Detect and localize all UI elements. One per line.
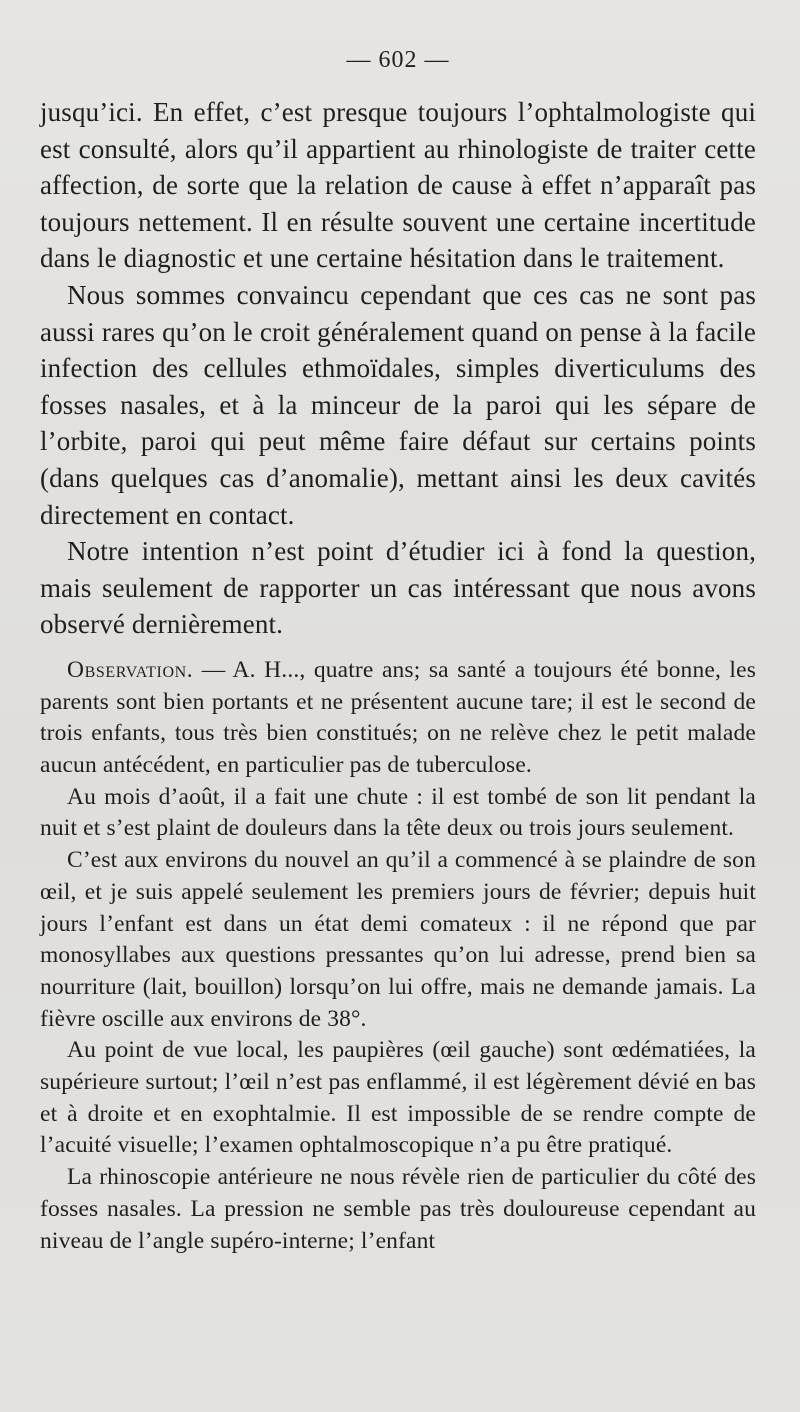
paragraph-conviction: Nous sommes convaincu cependant que ces cas ne sont pas aussi rares qu’on le croit généralement quand on pense à la facile infection des cellules ethmoïdales, simples diverticulums des fosses nasales, et à la minceur de la paroi qui les sépare de l’orbite, paroi qui peut même faire défaut sur certains points (dans quelques cas d’anomalie), mettant ainsi les deux cavités directement en contact. xyxy=(40,279,756,530)
section-gap xyxy=(40,643,756,655)
paragraph-intention: Notre intention n’est point d’étudier ici à fond la question, mais seulement de rapporter un cas intéressant que nous avons observé dernièrement. xyxy=(40,536,756,640)
paragraph-continuation: jusqu’ici. En effet, c’est presque toujours l’ophtalmologiste qui est consulté, alors qu’il appartient au rhinologiste de traiter cette affection, de sorte que la relation de cause à effet n’apparaît pas toujours nettement. Il en résulte souvent une certaine incertitude dans le diagnostic et une certaine hésitation dans le traitement. xyxy=(40,97,756,274)
observation-paragraph-onset: C’est aux environs du nouvel an qu’il a commencé à se plaindre de son œil, et je suis appelé seulement les premiers jours de février; depuis huit jours l’enfant est dans un état demi comateux : il ne répond que par monosyllabes aux questions pressantes qu’on lui adresse, prend bien sa nourriture (lait, bouillon) lorsqu’on lui offre, mais ne demande jamais. La fièvre oscille aux environs de 38°. xyxy=(40,847,756,1032)
observation-paragraph-local-exam: Au point de vue local, les paupières (œil gauche) sont œdématiées, la supérieure surtout; l’œil n’est pas enflammé, il est légèrement dévié en bas et à droite et en exophtalmie. Il est impossible de se rendre compte de l’acuité visuelle; l’examen ophtalmoscopique n’a pu être pratiqué. xyxy=(40,1037,756,1159)
observation-paragraph-intro xyxy=(40,655,756,782)
observation-paragraph-rhinoscopy: La rhinoscopie antérieure ne nous révèle rien de particulier du côté des fosses nasales. La pression ne semble pas très douloureuse cependant au niveau de l’angle supéro-interne; l’enfant xyxy=(40,1164,756,1254)
observation-heading: Observation. xyxy=(67,656,194,683)
observation-paragraph-fall: Au mois d’août, il a fait une chute : il est tombé de son lit pendant la nuit et s’est plaint de douleurs dans la tête deux ou trois jours seulement. xyxy=(40,783,756,842)
observation-intro-text: — A. H..., quatre ans; sa santé a toujours été bonne, les parents sont bien portants et ne présentent aucune tare; il est le second de trois enfants, tous très bien constitués; on ne relève chez le petit malade aucun antécédent, en particulier pas de tuberculose. xyxy=(40,656,756,779)
page-number: — 602 — xyxy=(346,47,450,73)
